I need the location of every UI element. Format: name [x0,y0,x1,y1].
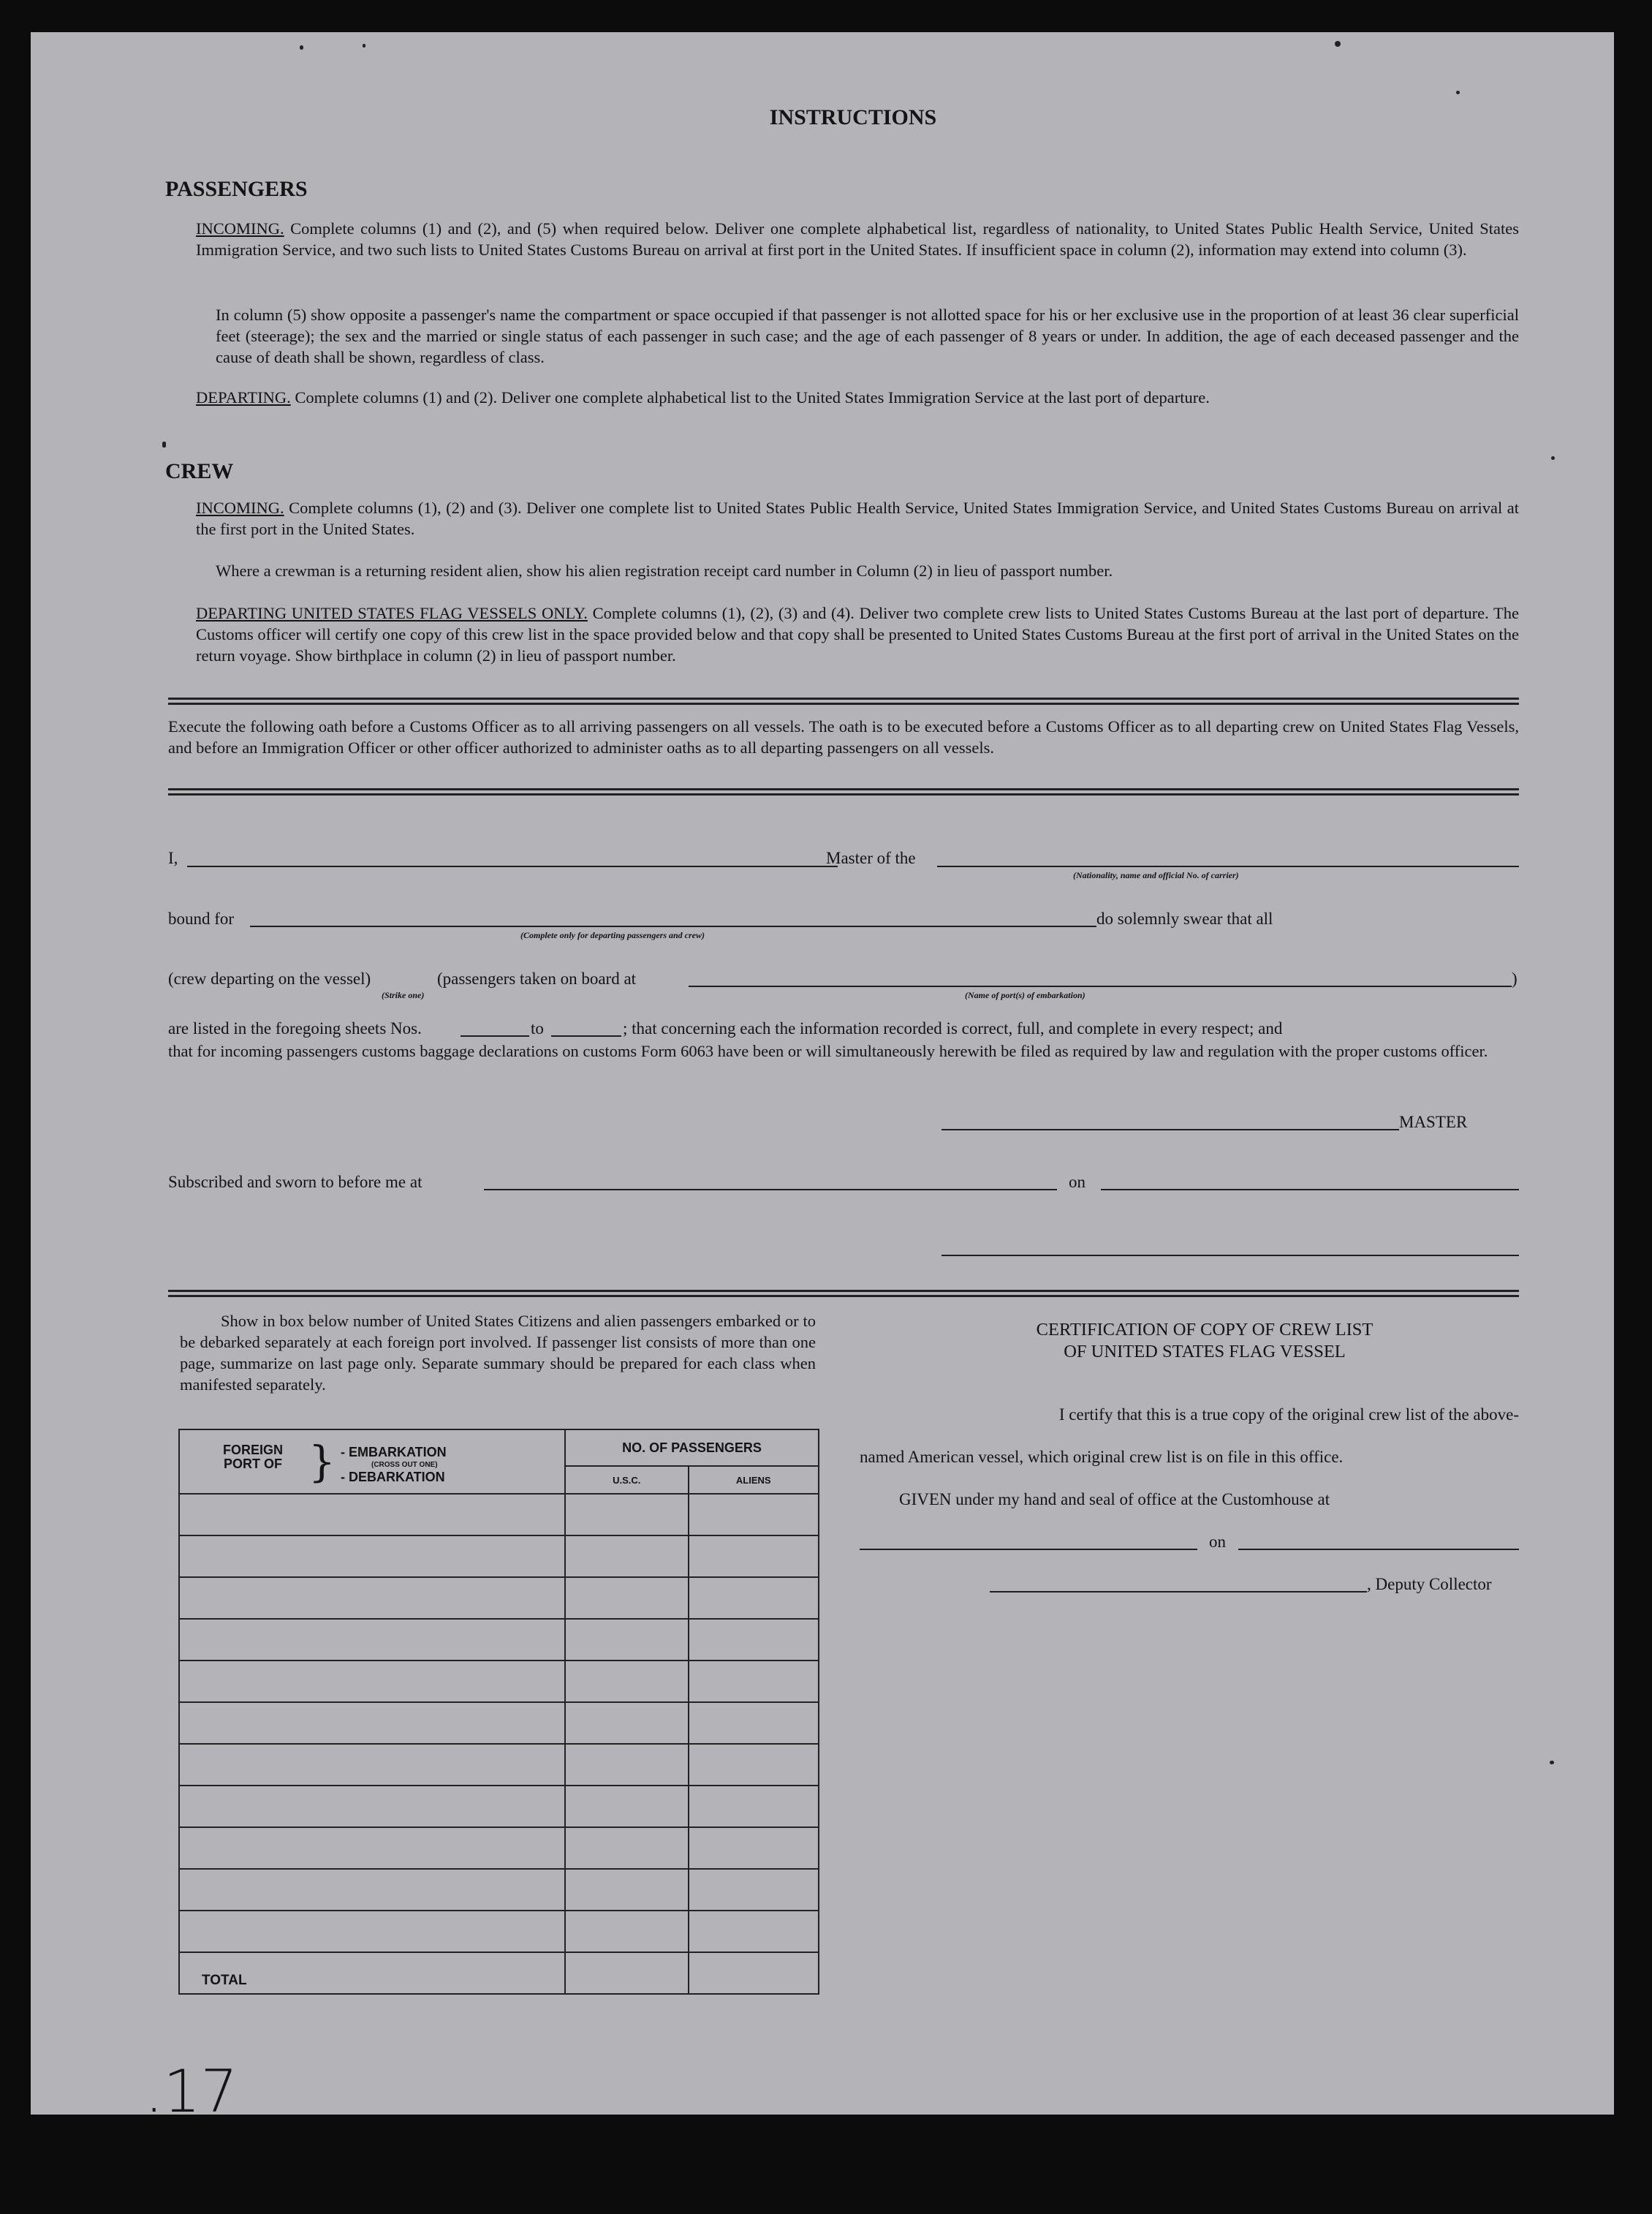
table-row [179,1535,819,1577]
certification-title-line2: OF UNITED STATES FLAG VESSEL [1064,1342,1346,1361]
debarkation-label: - DEBARKATION [341,1470,445,1484]
bound-caption: (Complete only for departing passengers and crew) [520,930,705,940]
given-line: GIVEN under my hand and seal of office at the Customhouse at [899,1490,1330,1508]
passengers-heading: PASSENGERS [165,177,308,201]
passengers-departing-label: DEPARTING. [196,388,291,407]
table-body [179,1494,819,1994]
port-cell[interactable] [179,1660,565,1702]
embarkation-label: - EMBARKATION [341,1445,447,1459]
passengers-departing-text: Complete columns (1) and (2). Deliver one complete alphabetical list to the United States Immigration Service at the last port of departure. [290,388,1210,407]
certify-line1: I certify that this is a true copy of the original crew list of the above- [1058,1405,1519,1424]
passengers-incoming-label: INCOMING. [196,219,284,238]
master-of-label: Master of the [826,849,916,867]
aliens-cell[interactable] [689,1827,819,1869]
port-cell[interactable] [179,1869,565,1911]
listed-to-label: to [531,1019,544,1038]
table-row [179,1827,819,1869]
summary-instruction: Show in box below number of United States Citizens and alien passengers embarked or to be debarked separately at each foreign port involved. If passenger list consists of more than one page, summarize on last page only. Separate summary should be prepared for each class when manifested separately. [180,1312,816,1394]
listed-label: are listed in the foregoing sheets Nos. [168,1019,422,1038]
column5-paragraph: In column (5) show opposite a passenger's name the compartment or space occupied if that passenger is not allotted space for his or her exclusive use in the proportion of at least 36 clear superficial feet (steerage); the sex and the married or single status of each passenger in such case; and the age of each passenger of 8 years or under. In addition, the age of each deceased passenger and the cause of death shall be shown, regardless of class. [216,306,1519,366]
listed-continuation: that for incoming passengers customs baggage declarations on customs Form 6063 have been or will simultaneously herewith be filed as required by law and regulation with the proper customs officer. [168,1042,1488,1060]
close-paren: ) [1512,970,1518,988]
usc-cell[interactable] [565,1660,688,1702]
usc-cell[interactable] [565,1619,688,1660]
passengers-taken-option: (passengers taken on board at [437,970,637,988]
usc-cell[interactable] [565,1494,688,1535]
handwritten-page-number: .17 [145,2058,238,2115]
table-row [179,1911,819,1952]
listed-text: ; that concerning each the information recorded is correct, full, and complete in every respect; and [623,1019,1283,1038]
divider [168,788,1519,796]
aliens-cell[interactable] [689,1786,819,1827]
sworn-place-field[interactable] [484,1189,1057,1190]
deputy-collector-label: , Deputy Collector [1367,1575,1492,1593]
table-row [179,1660,819,1702]
crew-departing-option: (crew departing on the vessel) [168,970,371,988]
crew-incoming-label: INCOMING. [196,499,284,517]
table-row [179,1619,819,1660]
page-title: INSTRUCTIONS [769,105,937,129]
table-row [179,1494,819,1535]
carrier-field[interactable] [937,866,1519,867]
usc-cell[interactable] [565,1744,688,1786]
returning-alien-paragraph: Where a crewman is a returning resident alien, show his alien registration receipt card number in Column (2) in lieu of passport number. [216,562,1113,580]
crew-incoming-text: Complete columns (1), (2) and (3). Deliver one complete list to United States Public Health Service, United States Immigration Service, and United States Customs Bureau on arrival at the first port in the United States. [196,499,1519,538]
scan-speck [162,442,166,447]
port-cell[interactable] [179,1827,565,1869]
aliens-cell[interactable] [689,1577,819,1619]
passenger-summary-table [178,1429,819,1995]
scan-speck [1551,456,1555,460]
certification-date-field[interactable] [1238,1549,1519,1550]
usc-cell[interactable] [565,1702,688,1744]
master-name-field[interactable] [187,866,838,867]
scan-speck [1550,1761,1554,1764]
brace-icon: } [308,1437,336,1486]
foreign-port-of-label: FOREIGN PORT OF [222,1443,283,1471]
customhouse-place-field[interactable] [860,1549,1197,1550]
passengers-incoming-paragraph [196,218,1519,260]
table-row [179,1702,819,1744]
oath-i-label: I, [168,849,178,867]
passengers-incoming-text: Complete columns (1) and (2), and (5) when required below. Deliver one complete alphabetical list, regardless of nationality, to United States Public Health Service, United States Immigration Service, and two such lists to United States Customs Bureau on arrival at first port in the United States. If insufficient space in column (2), information may extend into column (3). [196,219,1519,259]
divider [168,698,1519,705]
scan-speck [300,45,303,50]
scan-speck [363,44,365,48]
aliens-cell[interactable] [689,1702,819,1744]
usc-cell[interactable] [565,1535,688,1577]
oath-instruction: Execute the following oath before a Customs Officer as to all arriving passengers on all vessels. The oath is to be executed before a Customs Officer as to all departing crew on United States Flag Vessels, and before an Immigration Officer or other officer authorized to administer oaths as to all departing passengers on all vessels. [168,717,1519,757]
usc-cell[interactable] [565,1911,688,1952]
certification-title [890,1319,1519,1363]
port-cell[interactable] [179,1744,565,1786]
crew-departing-text: Complete columns (1), (2), (3) and (4). Deliver two complete crew lists to United States Customs Bureau at the last port of departure. The Customs officer will certify one copy of this crew list in the space provided below and that copy shall be presented to United States Customs Bureau at the first port of arrival in the United States on the return voyage. Show birthplace in column (2) in lieu of passport number. [196,604,1519,665]
certification-on-label: on [1209,1533,1226,1551]
bound-for-label: bound for [168,910,235,928]
form-sheet [31,32,1614,2115]
port-header-cell [179,1429,565,1494]
aliens-cell[interactable] [689,1660,819,1702]
total-label: TOTAL [179,1952,565,1994]
aliens-cell[interactable] [689,1494,819,1535]
scan-speck [1335,41,1341,47]
sheet-to-field[interactable] [551,1035,621,1037]
port-cell[interactable] [179,1619,565,1660]
crew-incoming-paragraph [196,497,1519,540]
port-cell[interactable] [179,1535,565,1577]
passengers-departing-paragraph [196,387,1519,408]
sworn-date-field[interactable] [1101,1189,1519,1190]
carrier-caption: (Nationality, name and official No. of carrier) [1073,870,1239,880]
certification-title-line1: CERTIFICATION OF COPY OF CREW LIST [1036,1320,1373,1340]
sheet-from-field[interactable] [461,1035,529,1037]
total-row [179,1952,819,1994]
aliens-cell[interactable] [689,1619,819,1660]
port-cell[interactable] [179,1911,565,1952]
port-cell[interactable] [179,1702,565,1744]
aliens-cell[interactable] [689,1744,819,1786]
no-passengers-header: NO. OF PASSENGERS [565,1429,819,1466]
usc-total-cell[interactable] [565,1952,688,1994]
aliens-cell[interactable] [689,1535,819,1577]
table-row [179,1786,819,1827]
officer-signature-field[interactable] [941,1255,1519,1256]
certify-line2: named American vessel, which original crew list is on file in this office. [860,1448,1344,1466]
aliens-header: ALIENS [689,1466,819,1494]
cross-out-label: (CROSS OUT ONE) [371,1461,438,1469]
sworn-on-label: on [1069,1173,1085,1191]
port-caption: (Name of port(s) of embarkation) [965,990,1085,1000]
port-of-embarkation-field[interactable] [689,986,1512,987]
usc-header: U.S.C. [565,1466,688,1494]
usc-cell[interactable] [565,1869,688,1911]
master-signature-field[interactable] [941,1129,1399,1130]
table-row [179,1869,819,1911]
aliens-cell[interactable] [689,1869,819,1911]
table-row [179,1744,819,1786]
port-cell[interactable] [179,1494,565,1535]
strike-caption: (Strike one) [382,990,425,1000]
crew-departing-label: DEPARTING UNITED STATES FLAG VESSELS ONLY. [196,604,588,622]
table-row [179,1577,819,1619]
usc-cell[interactable] [565,1577,688,1619]
port-cell[interactable] [179,1786,565,1827]
aliens-cell[interactable] [689,1911,819,1952]
deputy-signature-field[interactable] [990,1591,1367,1593]
swear-label: do solemnly swear that all [1096,910,1273,928]
subscribed-label: Subscribed and sworn to before me at [168,1173,423,1191]
aliens-total-cell[interactable] [689,1952,819,1994]
divider [168,1290,1519,1297]
port-cell[interactable] [179,1577,565,1619]
usc-cell[interactable] [565,1827,688,1869]
usc-cell[interactable] [565,1786,688,1827]
crew-departing-paragraph [196,602,1519,666]
scan-speck [1456,91,1460,94]
master-label: MASTER [1399,1113,1468,1131]
bound-for-field[interactable] [250,926,1096,927]
crew-heading: CREW [165,459,234,483]
